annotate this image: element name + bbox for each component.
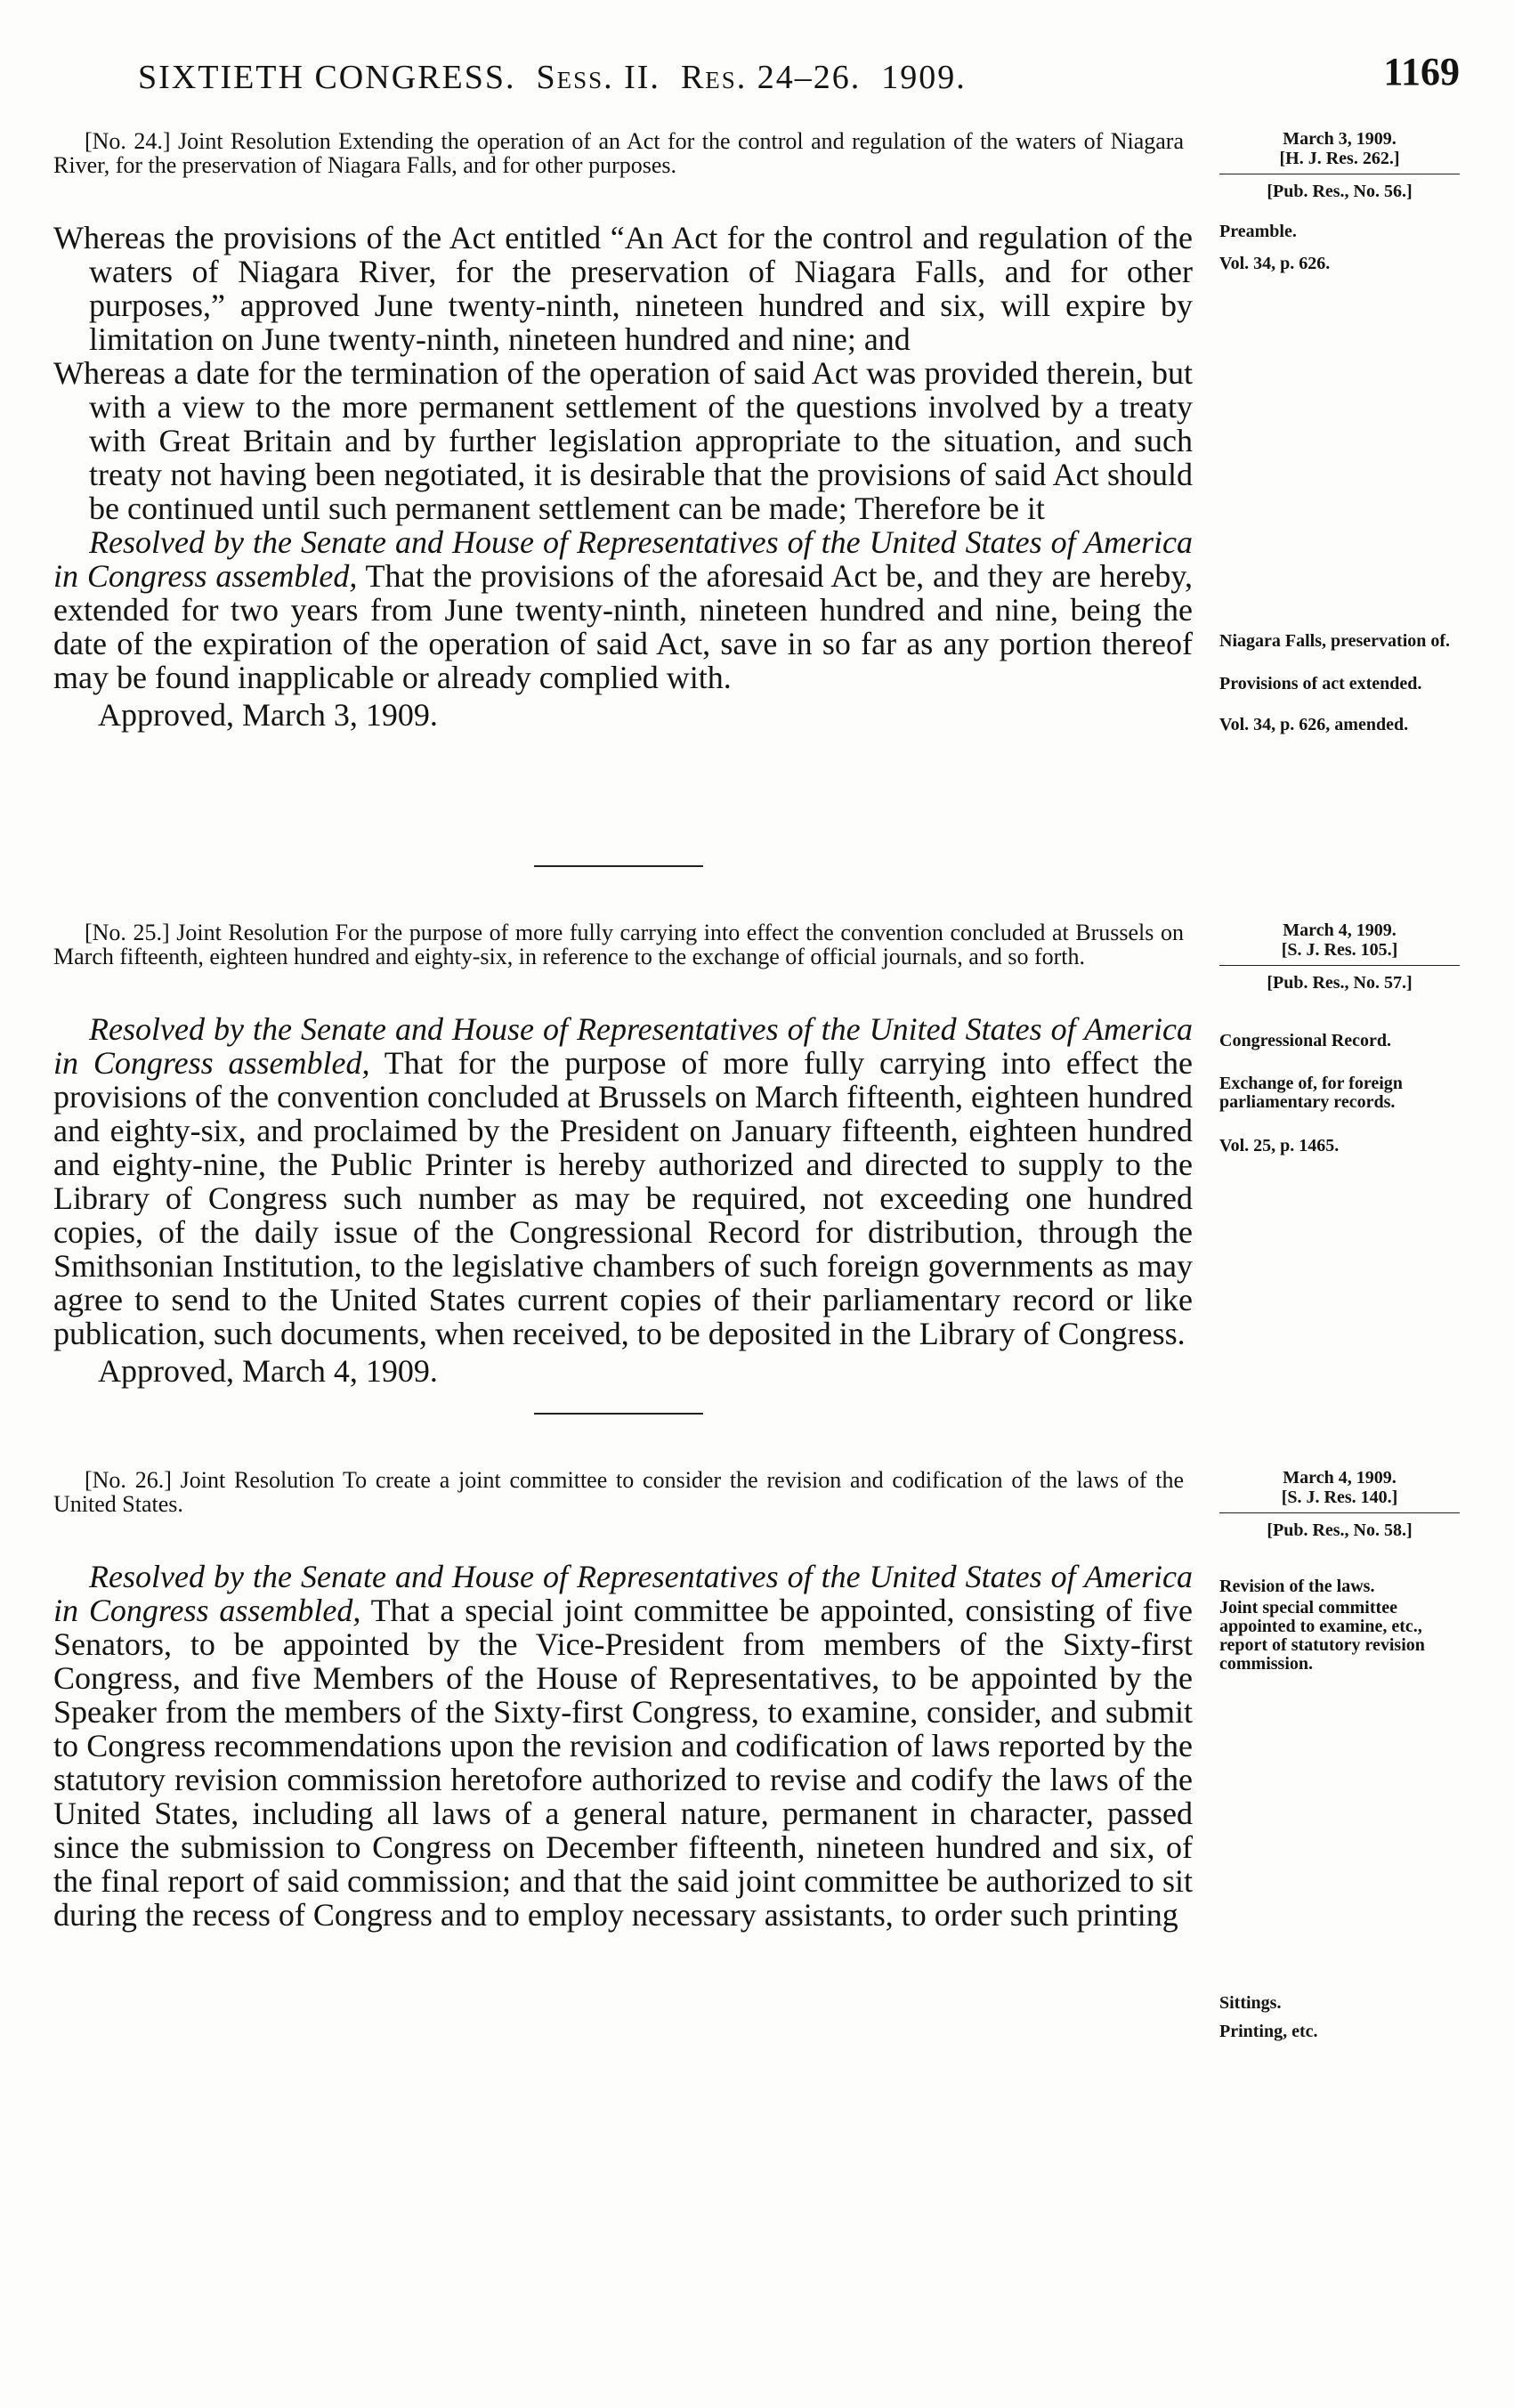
resolution-26-heading: [No. 26.] Joint Resolution To create a joint committee to consider the revision and codification of the laws of the United States.	[53, 1467, 1184, 1517]
resolution-date: March 4, 1909.	[1283, 920, 1397, 940]
enacting-formula: Resolved by the Senate and House of Representatives of the United States of America in Congress assembled,	[53, 1559, 1193, 1628]
running-title: SIXTIETH CONGRESS. Sess. II. Res. 24–26. 1909.	[138, 59, 967, 96]
resolution-text: That for the purpose of more fully carrying into effect the provisions of the convention concluded at Brussels on March fifteenth, eighteen hundred and eighty-six, and proclaimed by the President on January fifteenth, eighteen hundred and eighty-nine, the Public Printer is hereby authorized and directed to supply to the Library of Congress such number as may be required, not exceeding one hundred copies, of the daily issue of the Congressional Record for distribution, through the Smithsonian Institution, to the legislative chambers of such foreign governments as may agree to send to the United States current copies of their parliamentary record or like publication, such documents, when received, to be deposited in the Library of Congress.	[53, 1045, 1193, 1351]
whereas-clause-1: Whereas the provisions of the Act entitled “An Act for the control and regulation of the waters of Niagara River, for the preservation of Niagara Falls, and for other purposes,” approved June twenty-ninth, nineteen hundred and six, will expire by limitation on June twenty-ninth, nineteen hundred and nine; and	[53, 220, 1193, 357]
margin-note-extended: Provisions of act extended.	[1219, 674, 1422, 693]
resolution-25-body	[53, 1012, 1193, 1388]
margin-notes	[1219, 221, 1460, 844]
bill-number: [H. J. Res. 262.]	[1219, 149, 1460, 174]
margin-notes	[1219, 1012, 1460, 1279]
running-head	[53, 49, 1460, 129]
margin-note-printing: Printing, etc.	[1219, 2022, 1318, 2041]
margin-note-amended: Vol. 34, p. 626, amended.	[1219, 715, 1409, 734]
resolving-clause	[53, 1012, 1193, 1350]
margin-note-sittings: Sittings.	[1219, 1993, 1282, 2013]
margin-note-committee: Joint special committee appointed to examine, etc., report of statutory revision commission.	[1219, 1598, 1425, 1674]
bill-number: [S. J. Res. 140.]	[1219, 1488, 1460, 1513]
resolution-25	[53, 920, 1460, 1388]
resolution-text: That the provisions of the aforesaid Act be, and they are hereby, extended for two years from June twenty-ninth, nineteen hundred and nine, being the date of the expiration of the operation of said Act, save in so far as any portion thereof may be found inapplicable or already complied with.	[53, 558, 1193, 695]
bill-number: [S. J. Res. 105.]	[1219, 940, 1460, 966]
year-label: 1909.	[881, 59, 967, 96]
whereas-clause-2: Whereas a date for the termination of the operation of said Act was provided therein, but with a view to the more permanent settlement of the questions involved by a treaty with Great Britain and by further legislation appropriate to the situation, and such treaty not having been negotiated, it is desirable that the provisions of said Act should be continued until such permanent settlement can be made; Therefore be it	[53, 355, 1193, 526]
resolving-clause	[53, 525, 1193, 694]
resolution-24-heading: [No. 24.] Joint Resolution Extending the operation of an Act for the control and regulation of the waters of Niagara River, for the preservation of Niagara Falls, and for other purposes.	[53, 128, 1184, 178]
resolution-date: March 3, 1909.	[1283, 129, 1397, 149]
resolution-24-meta	[1219, 129, 1460, 201]
resolution-24-body	[53, 221, 1193, 732]
resolution-24	[53, 129, 1460, 844]
resolution-text: That a special joint committee be appointed, consisting of five Senators, to be appointed by the Vice-President from members of the Sixty-first Congress, and five Members of the House of Representatives, to be appointed by the Speaker from the members of the Sixty-first Congress, to examine, consider, and submit to Congress recommendations upon the revision and codification of laws reported by the statutory revision commission heretofore authorized to revise and codify the laws of the United States, including all laws of a general nature, permanent in character, passed since the submission to Congress on December fifteenth, nineteen hundred and six, of the final report of said commission; and that the said joint committee be authorized to sit during the recess of Congress and to employ necessary assistants, to order such printing	[53, 1593, 1193, 1933]
enacting-formula: Resolved by the Senate and House of Representatives of the United States of America in Congress assembled,	[53, 1011, 1193, 1081]
margin-note-preamble: Preamble.	[1219, 222, 1297, 241]
enacting-formula: Resolved by the Senate and House of Representatives of the United States of America in Congress assembled,	[53, 524, 1193, 594]
margin-note-volume: Vol. 25, p. 1465.	[1219, 1136, 1340, 1155]
margin-notes	[1219, 1560, 1460, 2058]
margin-note-niagara: Niagara Falls, preservation of.	[1219, 631, 1451, 651]
margin-note-exchange: Exchange of, for foreign parliamentary records.	[1219, 1074, 1403, 1112]
statute-page	[53, 49, 1460, 2058]
public-resolution-number: [Pub. Res., No. 56.]	[1267, 182, 1413, 201]
resolution-25-meta	[1219, 920, 1460, 993]
approval-date: Approved, March 4, 1909.	[98, 1353, 438, 1389]
resolution-date: March 4, 1909.	[1283, 1468, 1397, 1488]
margin-note-revision: Revision of the laws.	[1219, 1577, 1375, 1596]
margin-note-record: Congressional Record.	[1219, 1031, 1391, 1050]
public-resolution-number: [Pub. Res., No. 58.]	[1267, 1520, 1413, 1540]
resolving-clause	[53, 1560, 1193, 1932]
resolution-25-heading: [No. 25.] Joint Resolution For the purpose of more fully carrying into effect the convention concluded at Brussels on March fifteenth, eighteen hundred and eighty-six, in reference to the exchange of official journals, and so forth.	[53, 920, 1184, 969]
margin-note-volume: Vol. 34, p. 626.	[1219, 254, 1331, 273]
resolution-26-body	[53, 1560, 1193, 1932]
session-label: Sess. II.	[536, 59, 660, 96]
public-resolution-number: [Pub. Res., No. 57.]	[1267, 973, 1413, 993]
resolution-26-meta	[1219, 1468, 1460, 1540]
page-number: 1169	[1383, 50, 1460, 93]
approval-date: Approved, March 3, 1909.	[98, 697, 438, 733]
resolution-26	[53, 1468, 1460, 2058]
resolutions-label: Res. 24–26.	[680, 59, 862, 96]
